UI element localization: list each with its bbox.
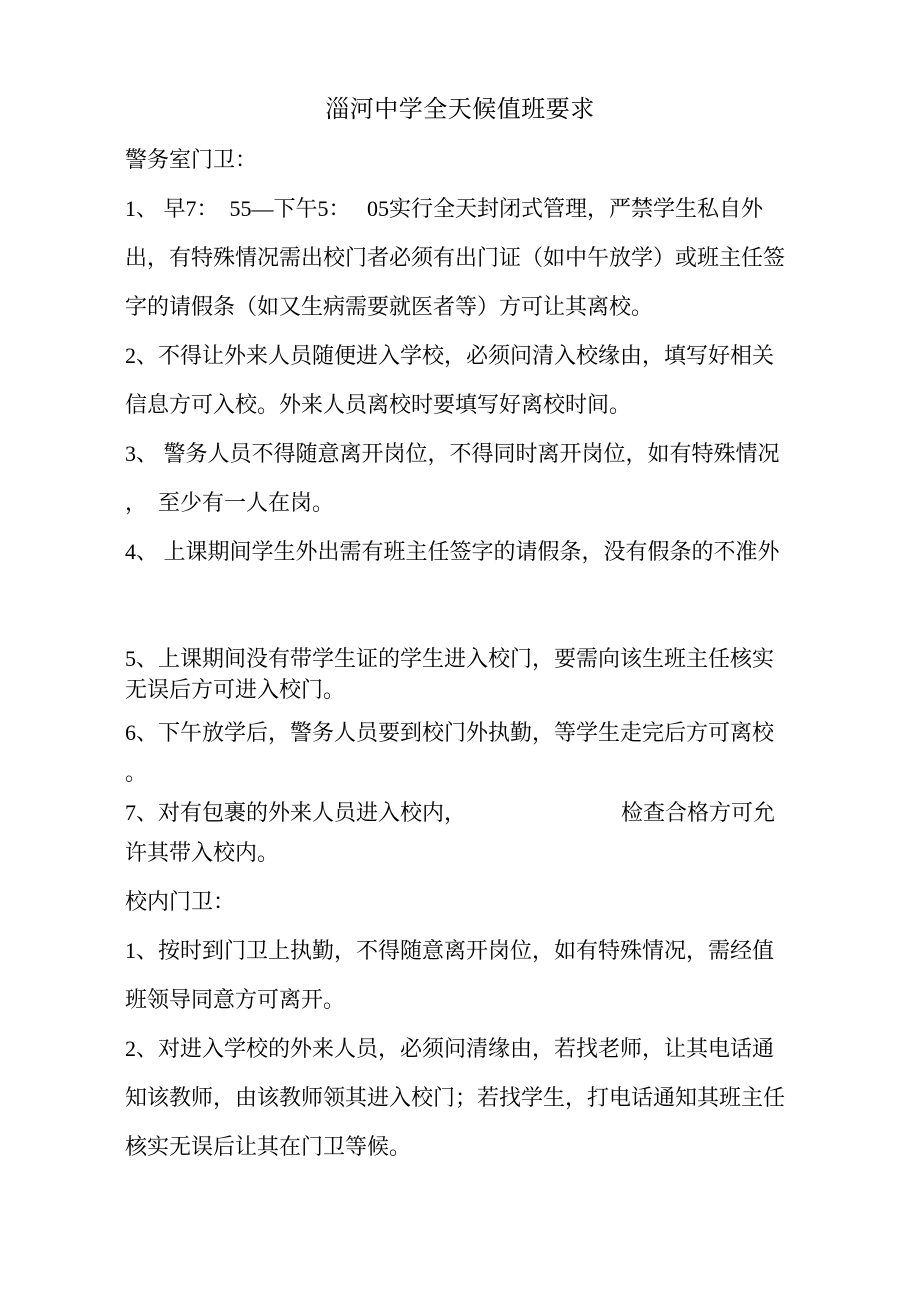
text-line: 2、对进入学校的外来人员，必须问清缘由，若找老师，让其电话通 [125, 1036, 775, 1061]
s2-item1 [125, 926, 795, 1024]
text-line: 许其带入校内。 [125, 840, 280, 865]
s1-item3 [125, 429, 795, 527]
text-line: 1、 早7： 55—下午5： 05实行全天封闭式管理，严禁学生私自外 [125, 196, 764, 221]
text-line: 知该教师，由该教师领其进入校门；若找学生，打电话通知其班主任 [125, 1085, 786, 1110]
s2-item2 [125, 1024, 795, 1171]
text-line: 警务室门卫： [125, 147, 258, 172]
text-line: 1、按时到门卫上执勤，不得随意离开岗位，如有特殊情况，需经值 [125, 938, 775, 963]
text-segment: 检查合格方可允 [621, 800, 776, 825]
text-line: 出，有特殊情况需出校门者必须有出门证（如中午放学）或班主任签 [125, 245, 786, 270]
s1-item1 [125, 184, 795, 331]
document-title [125, 86, 795, 135]
text-line: 2、不得让外来人员随便进入学校，必须问清入校缘由，填写好相关 [125, 343, 775, 368]
s1-item4 [125, 527, 795, 576]
text-line: 字的请假条（如又生病需要就医者等）方可让其离校。 [125, 294, 654, 319]
text-line: 3、 警务人员不得随意离开岗位，不得同时离开岗位，如有特殊情况 [125, 441, 780, 466]
text-line: 班领导同意方可离开。 [125, 987, 346, 1012]
text-line [125, 793, 795, 833]
text-line: 信息方可入校。外来人员离校时要填写好离校时间。 [125, 392, 632, 417]
text-line: ， 至少有一人在岗。 [125, 490, 335, 515]
text-line: 5、上课期间没有带学生证的学生进入校门，要需向该生班主任核实 [125, 646, 775, 671]
text-line: 核实无误后让其在门卫等候。 [125, 1134, 412, 1159]
s1-item2 [125, 331, 795, 429]
s1-item5 [125, 643, 795, 705]
text-line: 校内门卫： [125, 889, 236, 914]
text-line: 4、 上课期间学生外出需有班主任签字的请假条，没有假条的不准外 [125, 539, 780, 564]
text-line: 淄河中学全天候值班要求 [325, 97, 595, 123]
s1-item7 [125, 793, 795, 873]
text-line: 。 [125, 760, 148, 785]
text-line: 6、下午放学后，警务人员要到校门外执勤，等学生走完后方可离校 [125, 720, 775, 745]
s1-item6 [125, 713, 795, 793]
text-line: 无误后方可进入校门。 [125, 677, 346, 702]
section2-heading [125, 877, 795, 926]
tab-space [466, 819, 621, 820]
text-segment: 7、对有包裹的外来人员进入校内， [125, 800, 467, 825]
section1-heading [125, 135, 795, 184]
